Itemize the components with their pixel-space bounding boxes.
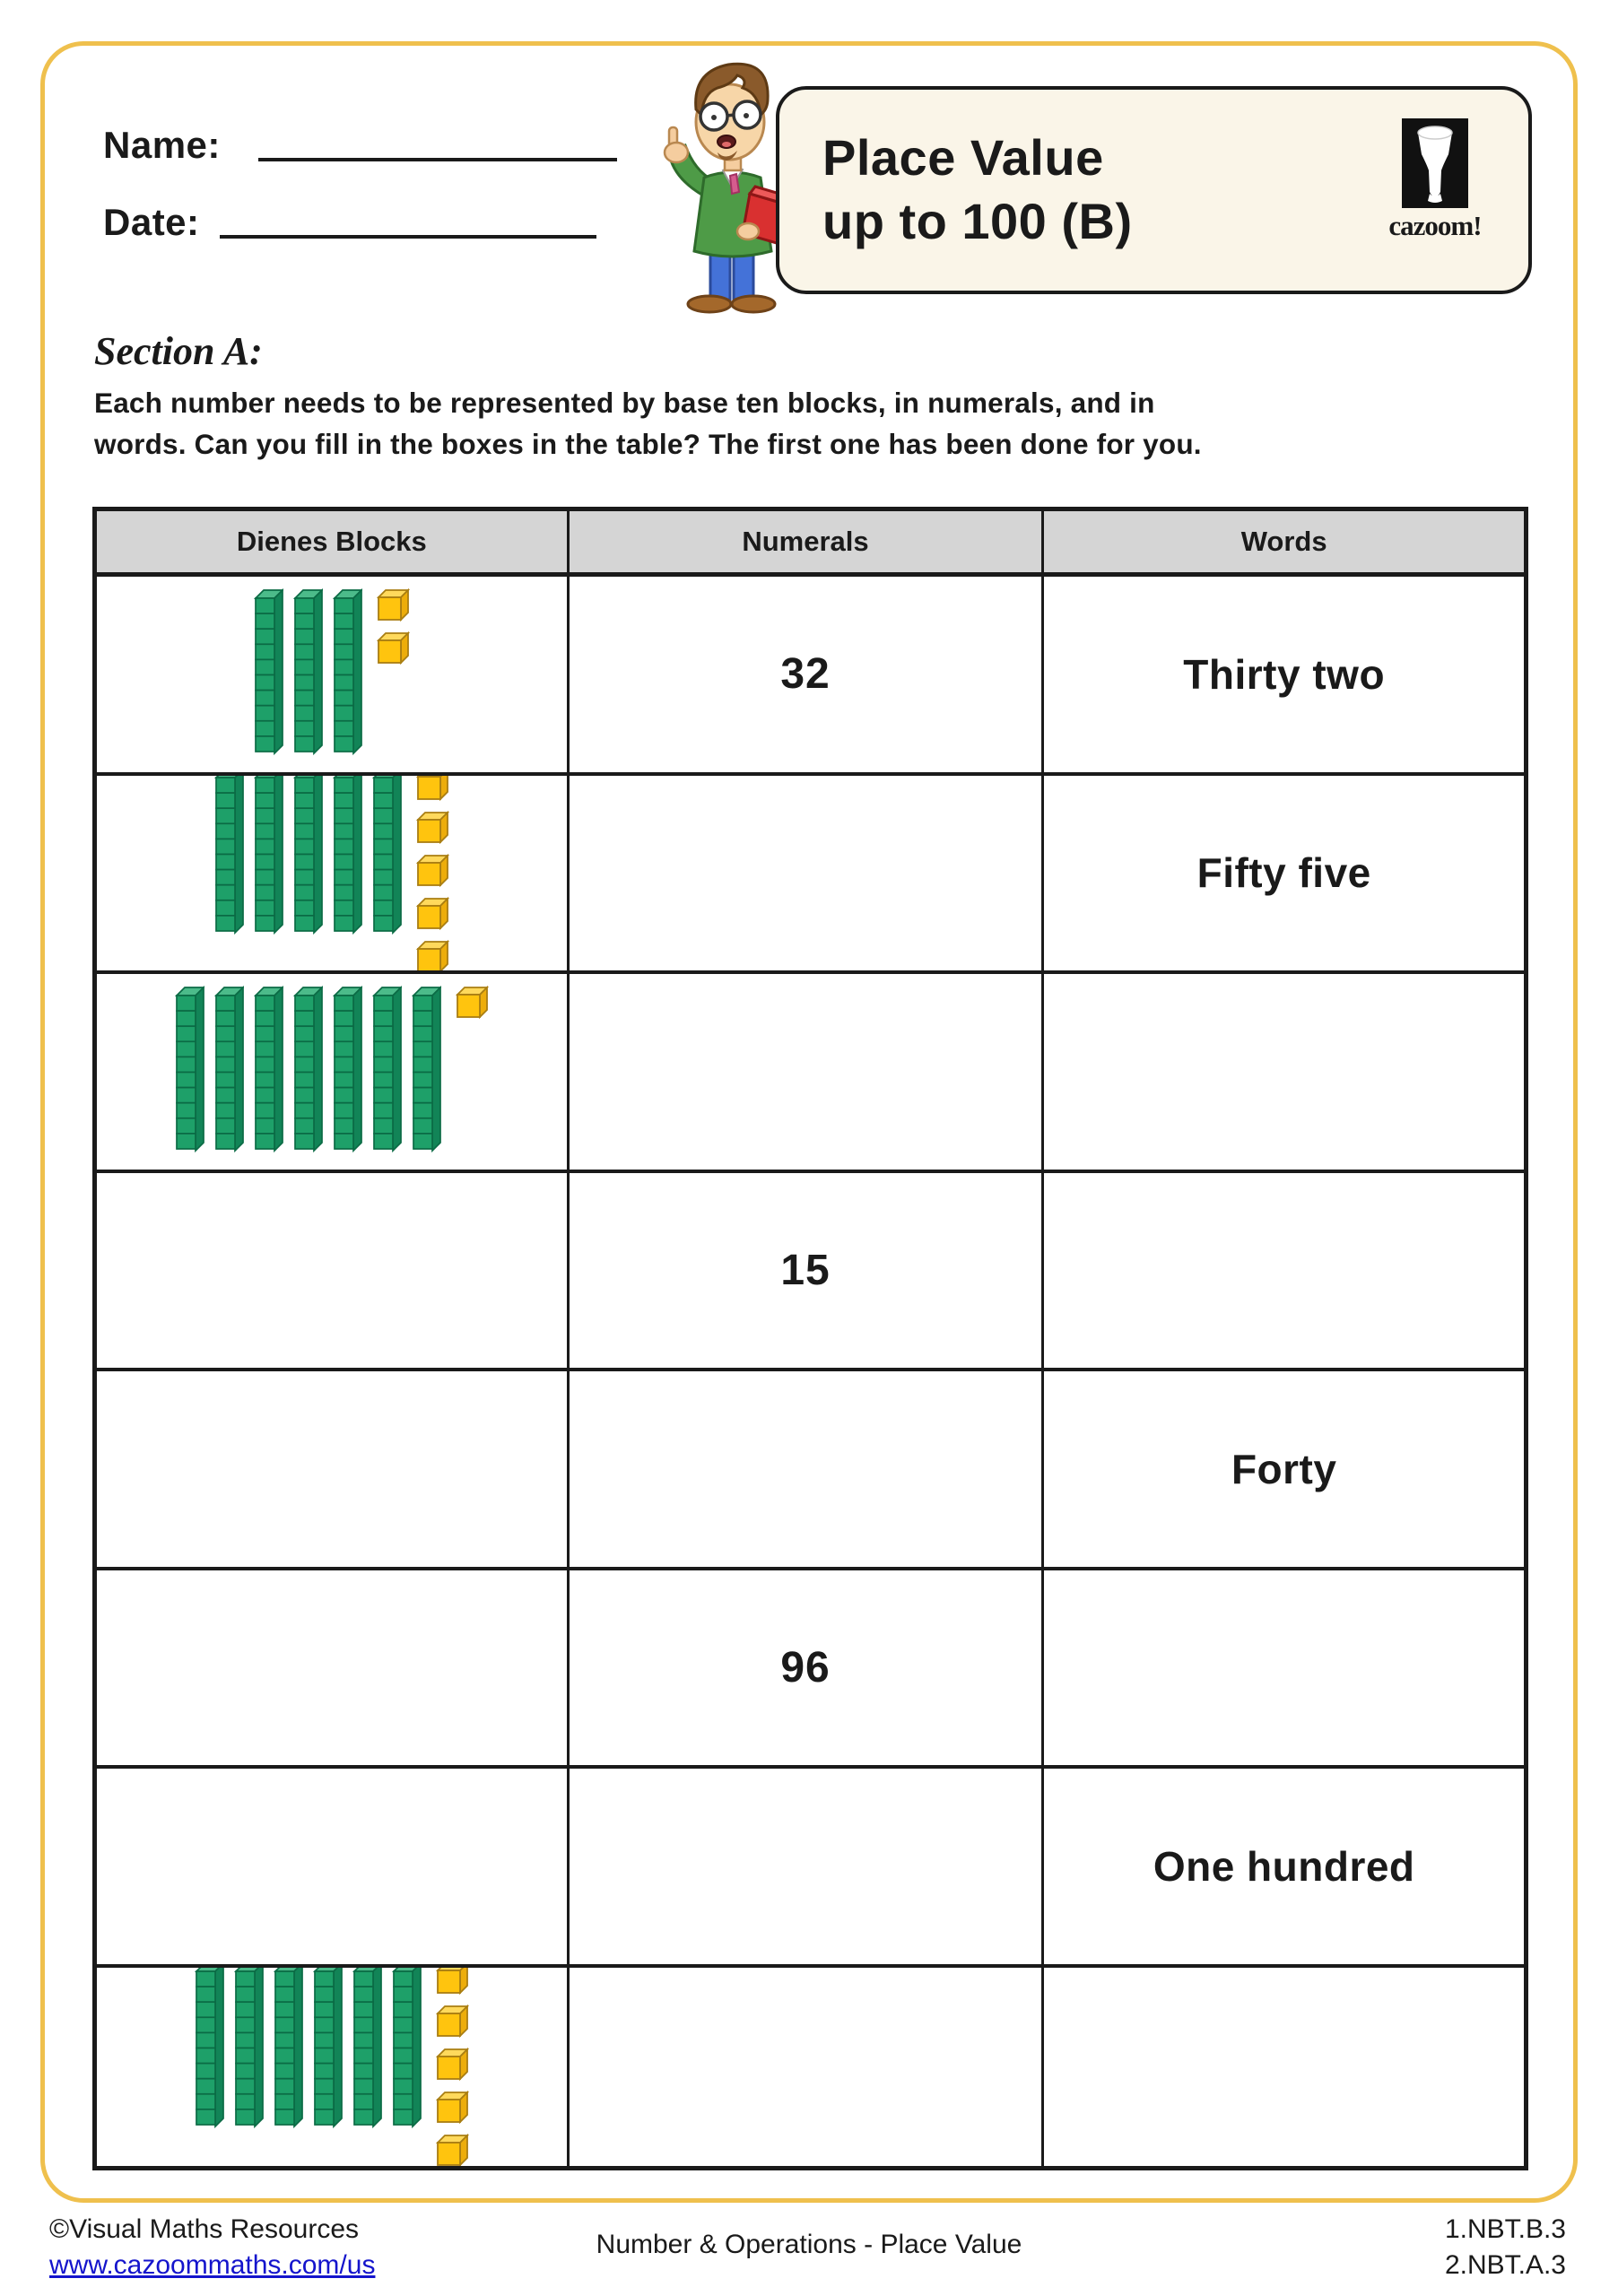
words-cell: Fifty five bbox=[1196, 849, 1371, 897]
name-date-block bbox=[103, 124, 617, 278]
table-row bbox=[97, 1173, 1524, 1372]
dienes-blocks-cell bbox=[97, 1769, 570, 1964]
table-row bbox=[97, 577, 1524, 776]
dienes-blocks-cell bbox=[97, 577, 570, 772]
table-row bbox=[97, 1371, 1524, 1570]
tens-rod-icon bbox=[412, 986, 441, 1157]
worksheet-title bbox=[822, 126, 1133, 253]
date-label: Date: bbox=[103, 201, 200, 243]
numeral-cell: 15 bbox=[570, 1173, 1045, 1369]
dienes-blocks-group bbox=[175, 986, 489, 1157]
section-heading: Section A: bbox=[94, 329, 263, 373]
footer-topic: Number & Operations - Place Value bbox=[596, 2230, 1022, 2259]
words-cell: Thirty two bbox=[1183, 650, 1386, 698]
logo-text: cazoom! bbox=[1388, 210, 1482, 241]
numeral-cell bbox=[570, 1371, 1045, 1567]
tens-rod-icon bbox=[214, 776, 244, 940]
ones-cube-icon bbox=[416, 897, 449, 935]
tens-rods bbox=[175, 986, 441, 1157]
tens-rod-icon bbox=[333, 986, 362, 1157]
ones-cube-icon bbox=[416, 940, 449, 970]
standard-code-1: 1.NBT.B.3 bbox=[1444, 2214, 1566, 2244]
dienes-blocks-group bbox=[214, 776, 449, 971]
copyright-text: ©Visual Maths Resources bbox=[49, 2214, 360, 2244]
words-cell: Forty bbox=[1231, 1445, 1337, 1492]
table-row bbox=[97, 1769, 1524, 1968]
col-header-dienes-blocks: Dienes Blocks bbox=[97, 511, 570, 572]
tens-rod-icon bbox=[274, 1968, 303, 2134]
ones-cube-icon bbox=[436, 2048, 469, 2085]
ones-cube-icon bbox=[436, 2091, 469, 2128]
col-header-numerals: Numerals bbox=[570, 511, 1045, 572]
ones-cubes bbox=[436, 1968, 469, 2167]
tens-rod-icon bbox=[333, 588, 362, 760]
table-row bbox=[97, 776, 1524, 975]
tens-rod-icon bbox=[254, 986, 283, 1157]
numeral-cell bbox=[570, 1968, 1045, 2167]
tens-rod-icon bbox=[352, 1968, 382, 2134]
dienes-blocks-cell bbox=[97, 1570, 570, 1766]
table-row bbox=[97, 1570, 1524, 1770]
numeral-cell bbox=[570, 974, 1045, 1170]
ones-cube-icon bbox=[436, 2005, 469, 2042]
ones-cube-icon bbox=[436, 1968, 469, 2000]
dienes-blocks-cell bbox=[97, 974, 570, 1170]
tens-rods bbox=[254, 588, 362, 760]
ones-cubes bbox=[377, 588, 410, 669]
tens-rod-icon bbox=[234, 1968, 264, 2134]
standard-code-2: 2.NBT.A.3 bbox=[1444, 2250, 1566, 2280]
dienes-blocks-cell bbox=[97, 1173, 570, 1369]
tens-rod-icon bbox=[293, 776, 323, 940]
ones-cube-icon bbox=[377, 588, 410, 626]
ones-cubes bbox=[416, 776, 449, 971]
tens-rods bbox=[195, 1968, 422, 2134]
worksheet-table bbox=[92, 507, 1528, 2170]
tens-rod-icon bbox=[175, 986, 204, 1157]
ones-cubes bbox=[456, 986, 489, 1023]
numeral-cell: 32 bbox=[570, 577, 1045, 772]
section-instructions bbox=[94, 382, 1202, 465]
words-cell bbox=[1044, 1173, 1524, 1369]
table-header-row bbox=[97, 511, 1524, 577]
standards-codes bbox=[1445, 2212, 1566, 2283]
tens-rod-icon bbox=[254, 588, 283, 760]
table-row bbox=[97, 1968, 1524, 2167]
title-box bbox=[776, 86, 1532, 294]
tens-rods bbox=[214, 776, 402, 940]
words-cell: One hundred bbox=[1153, 1842, 1415, 1890]
ones-cube-icon bbox=[416, 776, 449, 806]
ones-cube-icon bbox=[456, 986, 489, 1023]
table-row bbox=[97, 974, 1524, 1173]
djembe-drum-icon bbox=[1402, 118, 1468, 208]
words-cell bbox=[1044, 1968, 1524, 2167]
cazoom-logo bbox=[1381, 118, 1489, 242]
tens-rod-icon bbox=[293, 588, 323, 760]
website-link[interactable]: www.cazoommaths.com/us bbox=[49, 2250, 376, 2280]
tens-rod-icon bbox=[333, 776, 362, 940]
tens-rod-icon bbox=[293, 986, 323, 1157]
numeral-cell bbox=[570, 1769, 1045, 1964]
title-line-1: Place Value bbox=[822, 129, 1104, 186]
tens-rod-icon bbox=[372, 986, 402, 1157]
tens-rod-icon bbox=[195, 1968, 224, 2134]
dienes-blocks-cell bbox=[97, 1968, 570, 2167]
dienes-blocks-group bbox=[254, 588, 410, 760]
title-line-2: up to 100 (B) bbox=[822, 193, 1133, 250]
tens-rod-icon bbox=[313, 1968, 343, 2134]
words-cell bbox=[1044, 974, 1524, 1170]
numeral-cell: 96 bbox=[570, 1570, 1045, 1766]
date-write-line bbox=[220, 235, 596, 239]
ones-cube-icon bbox=[436, 2134, 469, 2166]
dienes-blocks-group bbox=[195, 1968, 469, 2167]
instructions-line-2: words. Can you fill in the boxes in the table? The first one has been done for you. bbox=[94, 428, 1202, 460]
name-write-line bbox=[258, 158, 617, 161]
col-header-words: Words bbox=[1240, 526, 1327, 557]
ones-cube-icon bbox=[377, 631, 410, 669]
ones-cube-icon bbox=[416, 811, 449, 848]
dienes-blocks-cell bbox=[97, 1371, 570, 1567]
table-body bbox=[97, 577, 1524, 2166]
tens-rod-icon bbox=[372, 776, 402, 940]
tens-rod-icon bbox=[254, 776, 283, 940]
numeral-cell bbox=[570, 776, 1045, 971]
ones-cube-icon bbox=[416, 854, 449, 891]
name-label: Name: bbox=[103, 124, 221, 166]
tens-rod-icon bbox=[392, 1968, 422, 2134]
instructions-line-1: Each number needs to be represented by base ten blocks, in numerals, and in bbox=[94, 387, 1155, 419]
dienes-blocks-cell bbox=[97, 776, 570, 971]
tens-rod-icon bbox=[214, 986, 244, 1157]
words-cell bbox=[1044, 1570, 1524, 1766]
